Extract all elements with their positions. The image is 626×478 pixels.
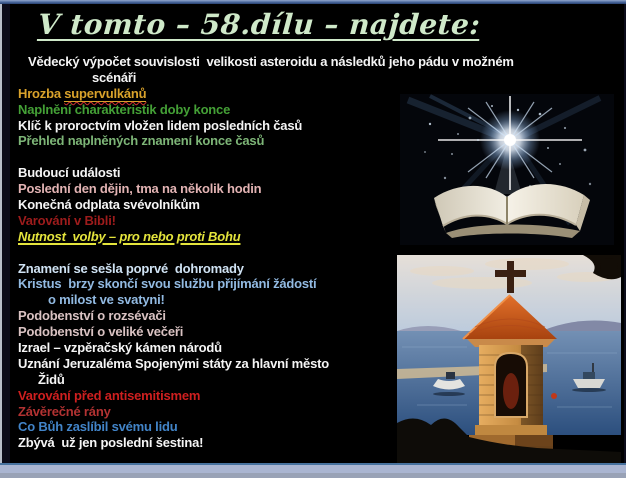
spellcheck-underlined-word: supervulkánů [64, 85, 147, 101]
window-frame-left-inner [2, 4, 10, 464]
text-line [18, 276, 598, 292]
blank-line [18, 245, 598, 261]
text-line [18, 404, 598, 420]
text-line [18, 419, 598, 435]
line-text: Židů [38, 371, 65, 387]
line-text: Nutnost volby – pro nebo proti Bohu [18, 228, 241, 244]
bullet-list [18, 54, 598, 451]
text-line [18, 435, 598, 451]
line-text: Izrael – vzpěračský kámen národů [18, 340, 222, 356]
line-text: Zbývá už jen poslední šestina! [18, 435, 204, 451]
text-line [18, 372, 598, 388]
line-text: Varování před antisemitismem [18, 387, 201, 403]
text-line [18, 181, 598, 197]
line-text: Podobenství o rozsévači [18, 308, 166, 324]
text-line [18, 86, 598, 102]
text-line [18, 70, 598, 86]
text-line [18, 213, 598, 229]
line-text: Hrozba [18, 85, 65, 101]
text-line [18, 102, 598, 118]
window-frame-bottom-edge [0, 473, 626, 478]
line-text: Konečná odplata svévolníkům [18, 197, 200, 213]
text-line [18, 54, 598, 70]
line-text: Uznání Jeruzaléma Spojenými státy za hlavní město [18, 355, 329, 371]
line-text: Znamení se sešla poprvé dohromady [18, 260, 244, 276]
text-line [18, 324, 598, 340]
slide-title: V tomto – 58.dílu – najdete: [36, 8, 482, 41]
text-line [18, 261, 598, 277]
text-line [18, 229, 598, 245]
line-text: Vědecký výpočet souvislosti velikosti asteroidu a následků jeho pádu v možném [28, 54, 514, 69]
text-line [18, 340, 598, 356]
window-frame-top [0, 0, 626, 4]
line-text: Naplnění charakteristik doby konce [18, 101, 231, 117]
line-text: scénáři [92, 69, 137, 85]
line-text: Klíč k proroctvím vložen lidem posledních časů [18, 117, 303, 133]
text-line [18, 197, 598, 213]
line-text: Varování v Bibli! [18, 212, 116, 228]
text-line [18, 308, 598, 324]
blank-line [18, 149, 598, 165]
text-line [18, 292, 598, 308]
line-text: Poslední den dějin, tma na několik hodin [18, 181, 262, 197]
line-text: Budoucí události [18, 165, 121, 181]
line-text: Přehled naplněných znamení konce časů [18, 133, 265, 149]
line-text: Co Bůh zaslíbil svému lidu [18, 419, 178, 435]
line-text: Podobenství o veliké večeři [18, 324, 184, 340]
line-text: Kristus brzy skončí svou službu přijímání žádostí [18, 276, 317, 292]
text-line [18, 133, 598, 149]
window-frame-bottom-band [0, 465, 626, 473]
text-line [18, 165, 598, 181]
line-text: o milost ve svatyni! [48, 292, 165, 308]
text-line [18, 356, 598, 372]
text-line [18, 118, 598, 134]
line-text: Závěrečné rány [18, 403, 111, 419]
text-line [18, 388, 598, 404]
